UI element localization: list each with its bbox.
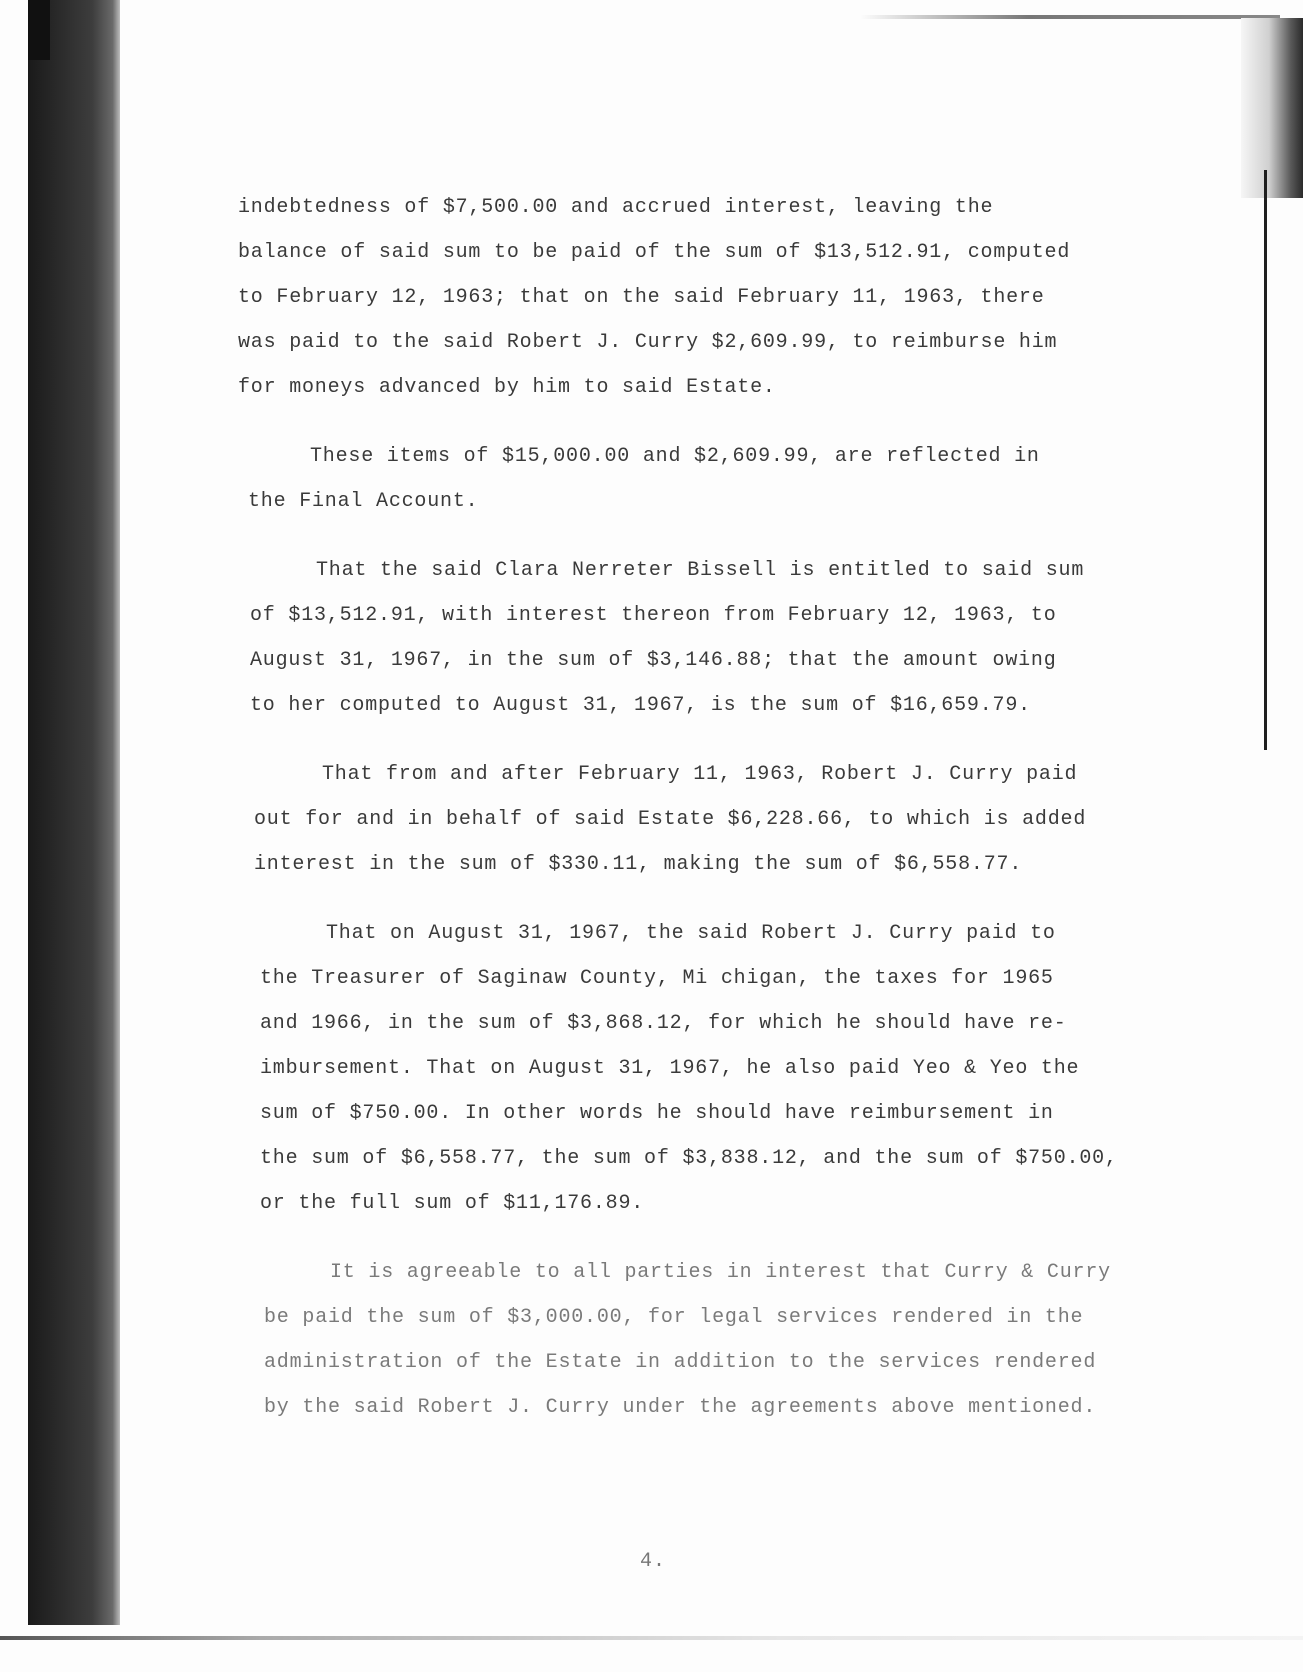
text-line: be paid the sum of $3,000.00, for legal services rendered in the <box>264 1306 1084 1329</box>
text-line: administration of the Estate in addition to the services rendered <box>264 1351 1097 1374</box>
text-line: That from and after February 11, 1963, Robert J. Curry paid <box>322 763 1078 786</box>
paragraph <box>238 911 1188 1226</box>
text-line: That the said Clara Nerreter Bissell is entitled to said sum <box>316 559 1085 582</box>
text-line: balance of said sum to be paid of the sum of $13,512.91, computed <box>238 241 1071 264</box>
text-line: to February 12, 1963; that on the said February 11, 1963, there <box>238 286 1045 309</box>
text-line: out for and in behalf of said Estate $6,228.66, to which is added <box>254 808 1087 831</box>
paragraph <box>238 752 1188 887</box>
text-line: It is agreeable to all parties in interest that Curry & Curry <box>330 1261 1111 1284</box>
text-line: That on August 31, 1967, the said Robert J. Curry paid to <box>326 922 1056 945</box>
binding-edge-shadow <box>28 0 120 1625</box>
text-line: for moneys advanced by him to said Estate. <box>238 376 776 399</box>
paragraph <box>238 185 1188 410</box>
text-line: to her computed to August 31, 1967, is the sum of $16,659.79. <box>250 694 1031 717</box>
document-body <box>238 185 1188 1454</box>
paragraph <box>238 548 1188 728</box>
text-line: was paid to the said Robert J. Curry $2,609.99, to reimburse him <box>238 331 1058 354</box>
page-number: 4. <box>640 1550 667 1573</box>
text-line: or the full sum of $11,176.89. <box>260 1192 645 1215</box>
text-line: sum of $750.00. In other words he should have reimbursement in <box>260 1102 1054 1125</box>
text-line: These items of $15,000.00 and $2,609.99, are reflected in <box>310 445 1040 468</box>
text-line: imbursement. That on August 31, 1967, he also paid Yeo & Yeo the <box>260 1057 1080 1080</box>
text-line: August 31, 1967, in the sum of $3,146.88; that the amount owing <box>250 649 1057 672</box>
text-line: by the said Robert J. Curry under the agreements above mentioned. <box>264 1396 1097 1419</box>
text-line: the Treasurer of Saginaw County, Mi chigan, the taxes for 1965 <box>260 967 1054 990</box>
text-line: interest in the sum of $330.11, making the sum of $6,558.77. <box>254 853 1023 876</box>
binding-edge-tab <box>28 0 50 60</box>
paragraph <box>238 1250 1188 1430</box>
text-line: of $13,512.91, with interest thereon from February 12, 1963, to <box>250 604 1057 627</box>
top-edge-shadow <box>860 15 1280 19</box>
text-line: the Final Account. <box>248 490 479 513</box>
text-line: the sum of $6,558.77, the sum of $3,838.12, and the sum of $750.00, <box>260 1147 1118 1170</box>
text-line: and 1966, in the sum of $3,868.12, for which he should have re- <box>260 1012 1067 1035</box>
paragraph <box>238 434 1188 524</box>
right-edge-line <box>1264 170 1267 750</box>
text-line: indebtedness of $7,500.00 and accrued interest, leaving the <box>238 196 994 219</box>
bottom-edge-shadow <box>0 1636 1303 1640</box>
right-edge-shadow <box>1241 18 1303 198</box>
